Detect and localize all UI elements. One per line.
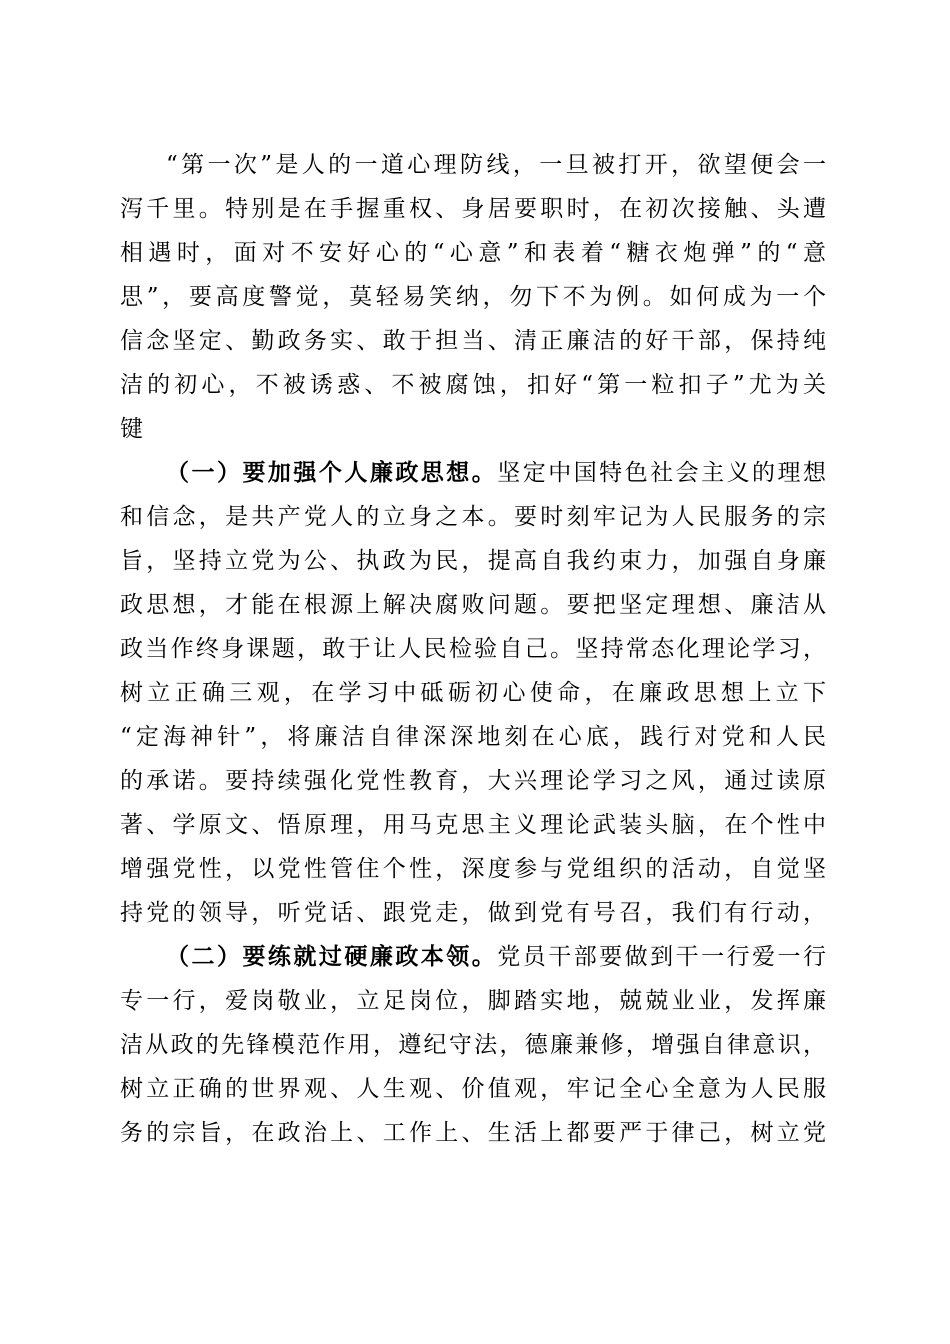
intro-paragraph	[120, 143, 826, 451]
text-line	[120, 451, 826, 495]
text-line: 和信念，是共产党人的立身之本。要时刻牢记为人民服务的宗	[120, 504, 826, 530]
section-2-heading: （二）要练就过硬廉政本领。	[166, 943, 498, 970]
text-line: 键	[120, 416, 143, 442]
text-line: 增强党性，以党性管住个性，深度参与党组织的活动，自觉坚	[120, 856, 826, 882]
text-line: “第一次”是人的一道心理防线，一旦被打开，欲望便会一	[166, 152, 826, 178]
section-1-first-line-text: 坚定中国特色社会主义的理想	[497, 460, 827, 486]
text-line: 洁的初心，不被诱惑、不被腐蚀，扣好“第一粒扣子”尤为关	[120, 372, 826, 398]
section-1-heading: （一）要加强个人廉政思想。	[166, 459, 498, 486]
text-line: 信念坚定、勤政务实、敢于担当、清正廉洁的好干部，保持纯	[120, 328, 826, 354]
text-line: 著、学原文、悟原理，用马克思主义理论武装头脑，在个性中	[120, 812, 826, 838]
text-line: 的承诺。要持续强化党性教育，大兴理论学习之风，通过读原	[120, 768, 826, 794]
text-line: 务的宗旨，在政治上、工作上、生活上都要严于律己，树立党	[120, 1120, 826, 1146]
text-line: 树立正确的世界观、人生观、价值观，牢记全心全意为人民服	[120, 1076, 826, 1102]
text-line: 洁从政的先锋模范作用，遵纪守法，德廉兼修，增强自律意识，	[120, 1032, 826, 1058]
section-1-paragraph	[120, 451, 826, 935]
text-line: 树立正确三观，在学习中砥砺初心使命，在廉政思想上立下	[120, 680, 826, 706]
text-line	[120, 935, 826, 979]
document-body	[120, 143, 826, 1155]
text-line: 相遇时，面对不安好心的“心意”和表着“糖衣炮弹”的“意	[120, 240, 826, 266]
text-line: 专一行，爱岗敬业，立足岗位，脚踏实地，兢兢业业，发挥廉	[120, 988, 826, 1014]
section-2-paragraph	[120, 935, 826, 1155]
text-line: 持党的领导，听党话、跟党走，做到党有号召，我们有行动，	[120, 900, 826, 926]
text-line: 政当作终身课题，敢于让人民检验自己。坚持常态化理论学习，	[120, 636, 826, 662]
text-line: “定海神针”，将廉洁自律深深地刻在心底，践行对党和人民	[120, 724, 826, 750]
text-line: 政思想，才能在根源上解决腐败问题。要把坚定理想、廉洁从	[120, 592, 826, 618]
section-2-first-line-text: 党员干部要做到干一行爱一行	[497, 944, 827, 970]
text-line: 思”，要高度警觉，莫轻易笑纳，勿下不为例。如何成为一个	[120, 284, 826, 310]
text-line: 旨，坚持立党为公、执政为民，提高自我约束力，加强自身廉	[120, 548, 826, 574]
text-line: 泻千里。特别是在手握重权、身居要职时，在初次接触、头遭	[120, 196, 826, 222]
